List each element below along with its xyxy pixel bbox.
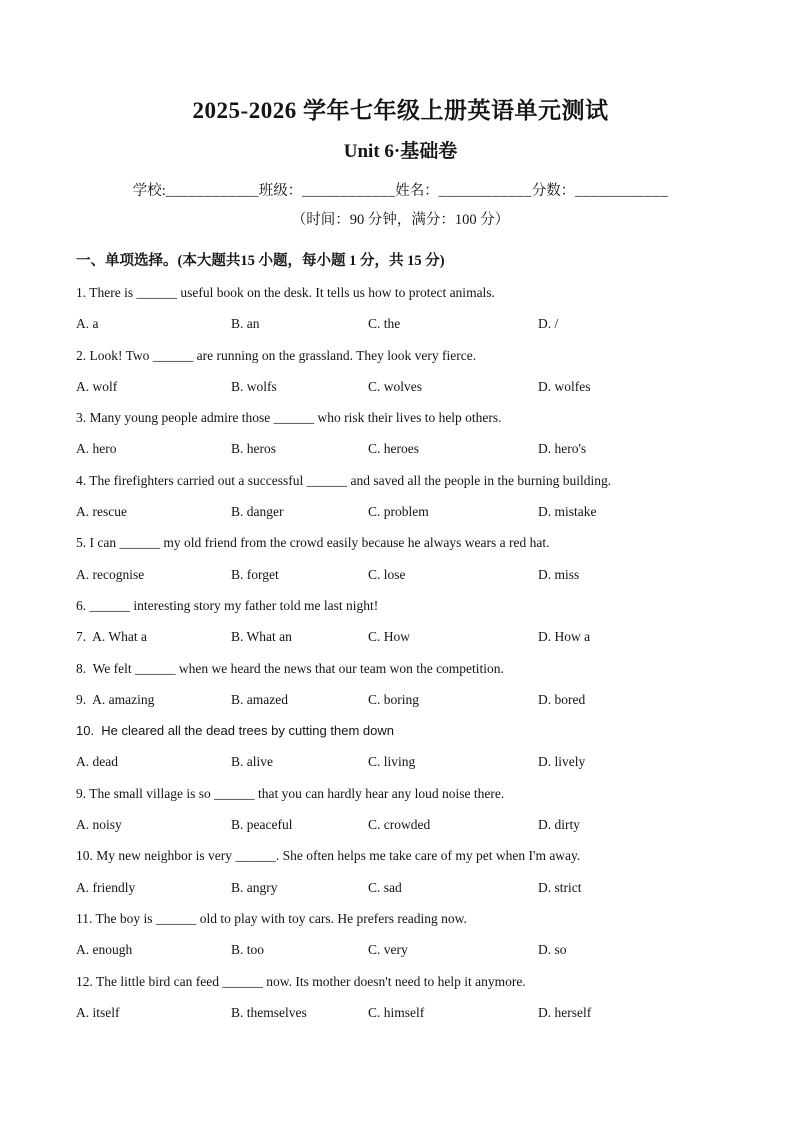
option-a: A. dead [76, 754, 118, 770]
option-d: D. / [538, 316, 559, 332]
options-row [76, 934, 725, 965]
option-c: C. living [368, 754, 416, 770]
option-a: A. friendly [76, 879, 136, 895]
option-b: B. amazed [231, 691, 288, 707]
option-d: D. strict [538, 879, 582, 895]
option-b: B. peaceful [231, 817, 293, 833]
option-c: C. wolves [368, 378, 422, 394]
option-c: C. very [368, 942, 408, 958]
option-d: D. lively [538, 754, 586, 770]
score-field-label: 分数： [531, 183, 576, 199]
option-c: C. heroes [368, 441, 419, 457]
options-row [76, 308, 725, 339]
options-row [76, 433, 725, 464]
options-row [76, 872, 725, 903]
option-b: B. themselves [231, 1004, 307, 1020]
option-b: B. angry [231, 879, 278, 895]
section-one-heading: 一、单项选择。(本大题共15 小题，每小题 1 分，共 15 分) [76, 253, 445, 269]
option-d: D. wolfes [538, 378, 591, 394]
options-row [76, 746, 725, 777]
options-row [76, 997, 725, 1028]
option-d: D. dirty [538, 817, 580, 833]
document-title: 2025-2026 学年七年级上册英语单元测试 [192, 98, 609, 123]
option-a: A. enough [76, 942, 133, 958]
student-info-row [76, 181, 725, 202]
options-row [76, 684, 725, 715]
option-b: B. alive [231, 754, 273, 770]
option-a: A. a [76, 316, 99, 332]
class-field-label: 班级： [258, 183, 303, 199]
option-b: B. an [231, 316, 260, 332]
school-field-blank: ____________ [165, 183, 259, 199]
name-field-blank: ____________ [438, 183, 532, 199]
option-d: D. herself [538, 1004, 592, 1020]
option-a: A. recognise [76, 566, 145, 582]
score-field-blank: ____________ [575, 183, 669, 199]
option-b: B. danger [231, 504, 284, 520]
option-c: C. sad [368, 879, 402, 895]
option-b: B. heros [231, 441, 276, 457]
option-d: D. How a [538, 629, 591, 645]
class-field-blank: ____________ [302, 183, 396, 199]
option-c: C. himself [368, 1004, 425, 1020]
options-row [76, 621, 725, 652]
option-b: B. wolfs [231, 378, 277, 394]
exam-time-score-info: （时间：90 分钟，满分：100 分） [291, 212, 510, 228]
question-stem: 4. The firefighters carried out a successful ______ and saved all the people in the burning building. [76, 472, 612, 488]
question-list [76, 277, 725, 1028]
option-c: C. How [368, 629, 411, 645]
options-row [76, 559, 725, 590]
option-d: D. bored [538, 691, 586, 707]
options-row [76, 809, 725, 840]
question-stem: 6. ______ interesting story my father told me last night! [76, 597, 379, 613]
option-c: C. problem [368, 504, 429, 520]
question-stem: 1. There is ______ useful book on the desk. It tells us how to protect animals. [76, 285, 495, 300]
option-c: C. boring [368, 691, 420, 707]
school-field-label: 学校: [132, 183, 166, 199]
option-b: B. forget [231, 566, 279, 582]
question-stem: 5. I can ______ my old friend from the crowd easily because he always wears a red hat. [76, 535, 550, 551]
option-a: A. wolf [76, 378, 118, 394]
option-a: 7. A. What a [76, 629, 147, 645]
option-d: D. so [538, 942, 567, 958]
question-stem: 8. We felt ______ when we heard the news that our team won the competition. [76, 660, 504, 676]
option-a: A. itself [76, 1004, 120, 1020]
option-a: A. rescue [76, 504, 127, 520]
question-stem: 11. The boy is ______ old to play with toy cars. He prefers reading now. [76, 910, 467, 926]
question-stem: 3. Many young people admire those ______ who risk their lives to help others. [76, 410, 502, 426]
option-c: C. the [368, 316, 401, 332]
name-field-label: 姓名： [395, 183, 439, 199]
option-a: A. noisy [76, 817, 122, 833]
option-b: B. What an [231, 629, 292, 645]
option-c: C. lose [368, 566, 406, 582]
option-c: C. crowded [368, 817, 431, 833]
question-stem: 10. My new neighbor is very ______. She often helps me take care of my pet when I'm away. [76, 848, 581, 864]
question-stem: 9. The small village is so ______ that you can hardly hear any loud noise there. [76, 785, 505, 801]
option-d: D. mistake [538, 504, 597, 520]
option-d: D. hero's [538, 441, 587, 457]
option-d: D. miss [538, 566, 580, 582]
option-a: 9. A. amazing [76, 691, 155, 707]
option-b: B. too [231, 942, 265, 958]
options-row [76, 496, 725, 527]
question-stem: 12. The little bird can feed ______ now. Its mother doesn't need to help it anymore. [76, 973, 526, 989]
option-a: A. hero [76, 441, 117, 457]
question-stem: 2. Look! Two ______ are running on the grassland. They look very fierce. [76, 347, 477, 363]
question-stem: 10. He cleared all the dead trees by cutting them down [76, 723, 394, 739]
options-row [76, 371, 725, 402]
document-subtitle: Unit 6·基础卷 [343, 141, 458, 162]
